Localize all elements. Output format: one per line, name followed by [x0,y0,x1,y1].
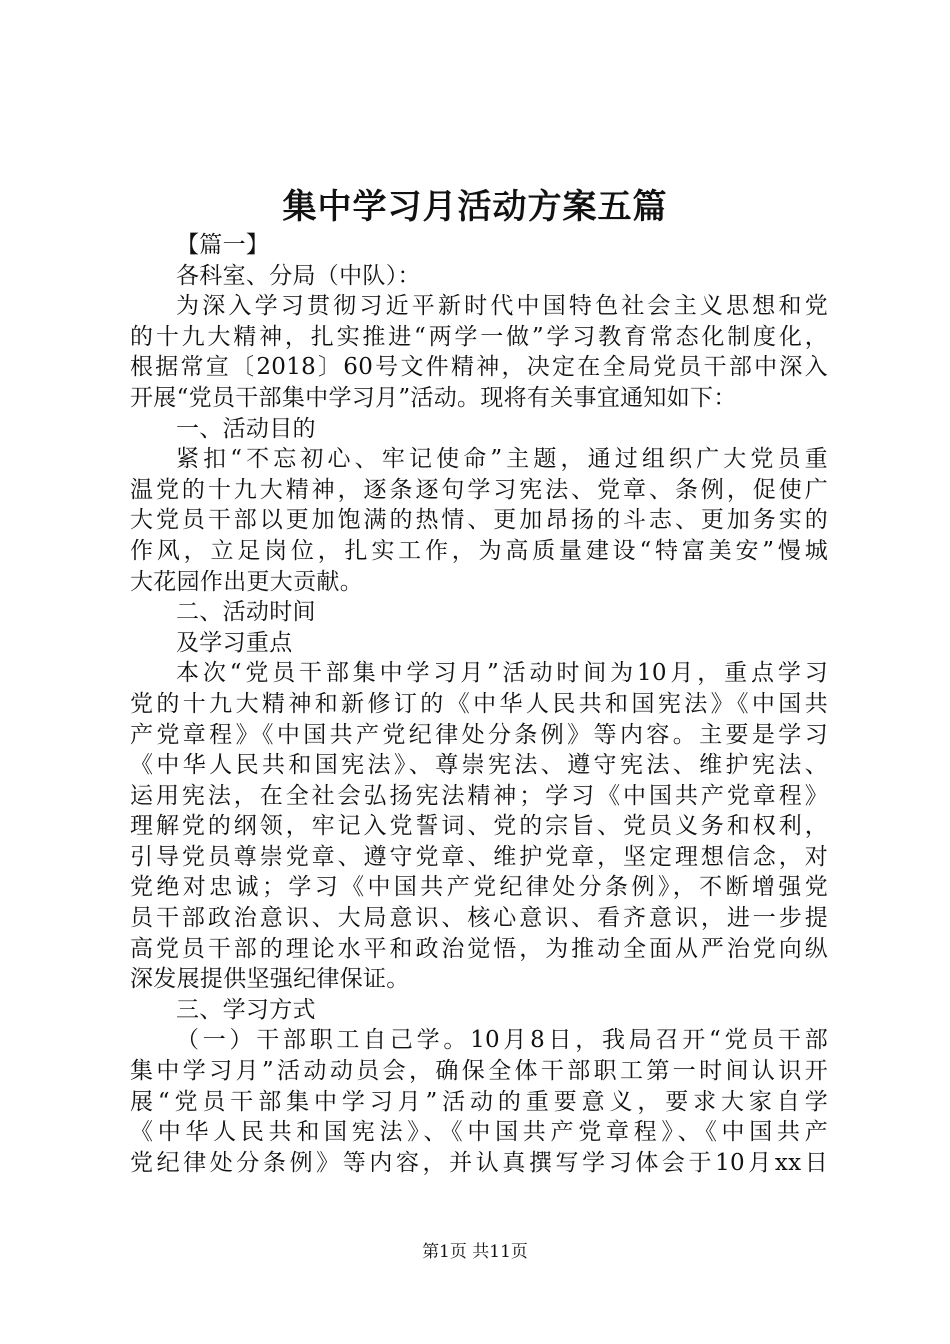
text-line: 三、学习方式 [176,996,316,1023]
text-line: 大花园作出更大贡献。 [130,568,363,595]
text-line: 二、活动时间 [176,599,316,626]
text-line: 开展“党员干部集中学习月”活动。现将有关事宜通知如下： [130,384,737,411]
text-line: 员干部政治意识、大局意识、核心意识、看齐意识，进一步提 [130,905,828,932]
text-line: 本次“党员干部集中学习月”活动时间为10月，重点学习 [176,660,828,687]
text-line: 为深入学习贯彻习近平新时代中国特色社会主义思想和党 [176,293,828,320]
text-line: 【篇一】 [176,232,270,258]
text-line: 紧扣“不忘初心、牢记使命”主题，通过组织广大党员重 [176,446,828,473]
document-title: 集中学习月活动方案五篇 [282,187,668,227]
text-line: 产党章程》《中国共产党纪律处分条例》等内容。主要是学习 [130,721,828,748]
page-footer: 第1页 共11页 [422,1242,528,1262]
text-line: 《中华人民共和国宪法》、《中国共产党章程》、《中国共产 [130,1119,828,1146]
text-line: 根据常宣〔2018〕60号文件精神，决定在全局党员干部中深入 [130,354,828,381]
text-line: 高党员干部的理论水平和政治觉悟，为推动全面从严治党向纵 [130,935,828,962]
text-line: 及学习重点 [176,629,293,656]
text-line: 作风，立足岗位，扎实工作，为高质量建设“特富美安”慢城 [130,537,828,564]
text-line: 集中学习月”活动动员会，确保全体干部职工第一时间认识开 [130,1058,828,1085]
text-line: 深发展提供坚强纪律保证。 [130,966,410,993]
text-line: 运用宪法，在全社会弘扬宪法精神；学习《中国共产党章程》 [130,782,828,809]
text-line: 温党的十九大精神，逐条逐句学习宪法、党章、条例，促使广 [130,476,828,503]
text-line: 党的十九大精神和新修订的《中华人民共和国宪法》《中国共 [130,690,828,717]
text-line: 引导党员尊崇党章、遵守党章、维护党章，坚定理想信念，对 [130,843,828,870]
text-line: 党纪律处分条例》等内容，并认真撰写学习体会于10月xx日 [130,1149,828,1176]
document-body [130,230,828,1178]
text-line: （一）干部职工自己学。10月8日，我局召开“党员干部 [176,1027,828,1054]
text-line: 党绝对忠诚；学习《中国共产党纪律处分条例》，不断增强党 [130,874,828,901]
text-line: 大党员干部以更加饱满的热情、更加昂扬的斗志、更加务实的 [130,507,828,534]
text-line: 《中华人民共和国宪法》、尊崇宪法、遵守宪法、维护宪法、 [130,752,828,779]
text-line: 各科室、分局（中队）： [176,262,421,289]
text-line: 展“党员干部集中学习月”活动的重要意义，要求大家自学 [130,1088,828,1115]
text-line: 理解党的纲领，牢记入党誓词、党的宗旨、党员义务和权利， [130,813,828,840]
text-line: 一、活动目的 [176,415,316,442]
text-line: 的十九大精神，扎实推进“两学一做”学习教育常态化制度化， [130,323,828,350]
